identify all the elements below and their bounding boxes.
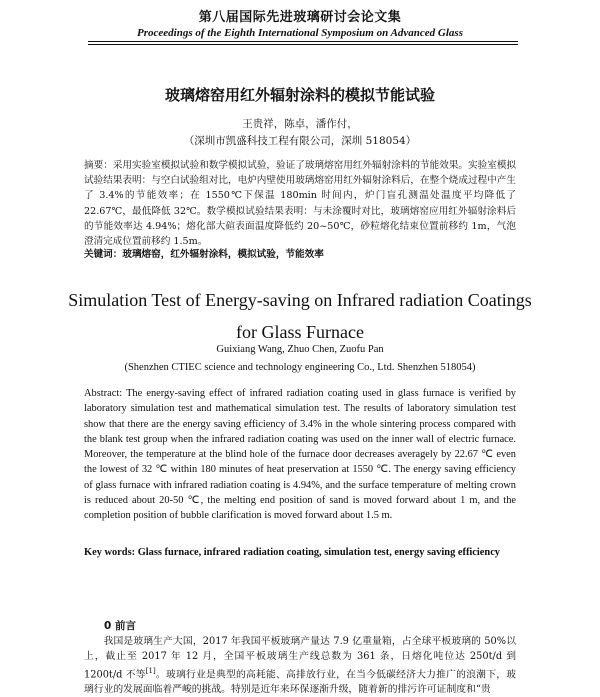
intro-text-part1: 我国是玻璃生产大国，2017 年我国平板玻璃产量达 7.9 亿重量箱，占全球平板玻璃的 50%以上，截止至 2017 年 12 月，全国平板玻璃生产线总数为 361 条，日熔化吨位达 250t/d 到 1200t/d 不等 — [84, 636, 516, 681]
affiliation-en: (Shenzhen CTIEC science and technology engineering Co., Ltd. Shenzhen 518054) — [124, 362, 476, 373]
citation-ref: [1] — [145, 667, 156, 675]
keywords-label-cn: 关键词： — [84, 249, 123, 260]
keywords-en — [84, 546, 516, 560]
keywords-text-en: Glass furnace, infrared radiation coating, simulation test, energy saving efficiency — [137, 547, 500, 558]
introduction-paragraph — [84, 634, 516, 697]
authors-en: Guixiang Wang, Zhuo Chen, Zuofu Pan — [216, 344, 384, 355]
keywords-text-cn: 玻璃熔窑，红外辐射涂料，模拟试验，节能效率 — [122, 249, 324, 260]
running-head — [0, 6, 600, 39]
abstract-en — [84, 386, 516, 524]
paper-title-cn: 玻璃熔窑用红外辐射涂料的模拟节能试验 — [164, 86, 435, 104]
keywords-cn — [84, 248, 516, 262]
proceedings-title-cn: 第八届国际先进玻璃研讨会论文集 — [198, 10, 402, 25]
abstract-label-cn: 摘要： — [84, 160, 113, 171]
proceedings-title-en: Proceedings of the Eighth International Symposium on Advanced Glass — [137, 27, 463, 39]
authors-cn: 王贵祥，陈卓，潘作付， — [242, 118, 358, 130]
paper-title-en-line1: Simulation Test of Energy-saving on Infrared radiation Coatings — [68, 290, 532, 310]
abstract-text-cn: 采用实验室模拟试验和数学模拟试验，验证了玻璃熔窑用红外辐射涂料的节能效果。实验室模拟试验结果表明：与空白试验组对比，电炉内壁使用玻璃熔窑用红外辐射涂料后，在整个烧成过程中产生了 3.4%的节能效率；在 1550℃下保温 180min 时间内，炉门盲孔测温处温度平均降低了 22.67℃，最低降低 32℃。数学模拟试验结果表明：与未涂覆时对比，玻璃熔窑应用红外辐射涂料后的节能效率达 4.94%；熔化部大碹表面温度降低约 20~50℃，砂粒熔化结束位置前移约 1m，气泡澄清完成位置前移约 1.5m。 — [84, 160, 517, 248]
header-rule-thick — [88, 41, 518, 42]
header-rule-thin — [88, 44, 518, 45]
affiliation-cn: （深圳市凯盛科技工程有限公司，深圳 518054） — [183, 135, 417, 147]
intro-text-part2: 。玻璃行业是典型的高耗能、高排放行业，在当今低碳经济大力推广的浪潮下，玻璃行业的发展面临着严峻的挑战。特别是近年来环保逐渐升级，随着新的排污许可证制度和“贵 — [84, 669, 517, 696]
paper-title-en-line2: for Glass Furnace — [236, 322, 364, 342]
keywords-label-en: Key words: — [84, 547, 136, 558]
section-heading-introduction: 0 前言 — [104, 620, 136, 632]
paper-title-en — [0, 284, 600, 348]
abstract-text-en: The energy-saving effect of infrared radiation coating used in glass furnace is verified by laboratory simulation test and mathematical simulation test. The results of laboratory simulation test show that there are the energy saving efficiency of 3.4% in the whole sintering process compared with the blank test group when the infrared radiation coating was used on the inner wall of electric furnace. Moreover, the temperature at the blind hole of the furnace door decreases averagely by 22.67 ℃ even the lowest of 32 ℃ within 180 minutes of heat preservation at 1550 ℃. The energy saving efficiency of glass furnace with infrared radiation coating is 4.94%, and the surface temperature of melting crown is reduced about 20-50 ℃, the melting end position of sand is moved forward about 1 m, and the completion position of bubble clarification is moved forward about 1.5 m. — [84, 388, 516, 522]
abstract-label-en: Abstract: — [84, 388, 123, 399]
abstract-cn — [84, 158, 516, 249]
